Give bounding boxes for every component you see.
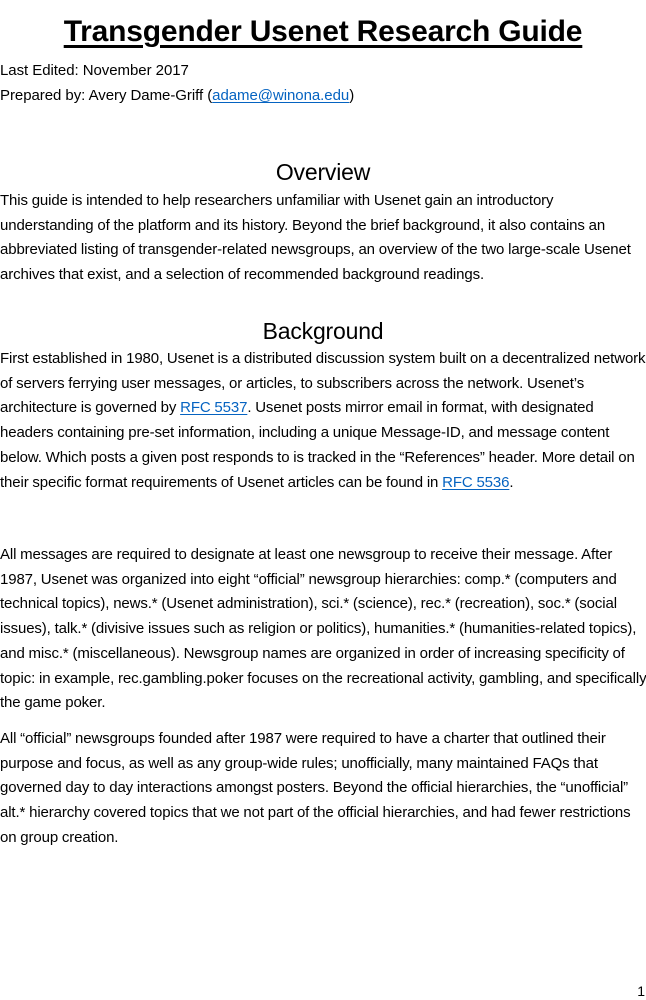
prepared-by-suffix: ) [349,87,355,104]
prepared-by-prefix: Prepared by: Avery Dame-Griff ( [0,87,213,104]
bg1-text-after-link-2: . [509,473,514,491]
prepared-by-line [0,83,646,108]
paragraph-background-2: All messages are required to designate at least one newsgroup to receive their message. After 1987, Usenet was organized into eight “official” newsgroup hierarchies: comp.* (computers and technical topics), news.* (Usenet administration), sci.* (science), rec.* (recreation), soc.* (social issues), talk.* (divisive issues such as religion or politics), humanities.* (humanities-related topics), and misc.* (miscellaneous). Newsgroup names are organized in order of increasing specificity of topic: in example, rec.gambling.poker focuses on the recreational activity, gambling, and specifically the game poker. [0,546,646,712]
last-edited-line: Last Edited: November 2017 [0,62,189,79]
rfc-5536-link[interactable]: RFC 5536 [442,473,510,491]
section-heading-background: Background [262,318,384,345]
rfc-5537-link[interactable]: RFC 5537 [180,399,248,417]
paragraph-background-3: All “official” newsgroups founded after 1987 were required to have a charter that outlined their purpose and focus, as well as any group-wide rules; unofficially, many maintained FAQs that governed day to day interactions amongst posters. Beyond the official hierarchies, the “unofficial” alt.* hierarchy covered topics that we not part of the official hierarchies, and had fewer restrictions on group creation. [0,730,631,846]
paragraph-background-1 [0,347,646,495]
section-heading-overview: Overview [275,159,371,186]
author-email-link[interactable]: adame@winona.edu [212,87,350,104]
document-metadata [0,58,646,108]
page-number: 1 [637,983,645,999]
page-title-text: Transgender Usenet Research Guide [63,15,583,49]
bg1-text-before-link-1: First established in 1980, Usenet is a distributed discussion system built on a decentralized network of servers ferrying user messages, or articles, to subscribers across the network. Usenet’s architecture is governed by [0,350,646,417]
paragraph-overview: This guide is intended to help researchers unfamiliar with Usenet gain an introductory understanding of the platform and its history. Beyond the brief background, it also contains an abbreviated listing of transgender-related newsgroups, an overview of the two large-scale Usenet archives that exist, and a selection of recommended background readings. [0,192,631,284]
bg1-text-between-links: . Usenet posts mirror email in format, with designated headers containing pre-set information, including a unique Message-ID, and message content below. Which posts a given post responds to is tracked in the “References” header. More detail on their specific format requirements of Usenet articles can be found in [0,399,635,491]
page-title [0,14,646,50]
